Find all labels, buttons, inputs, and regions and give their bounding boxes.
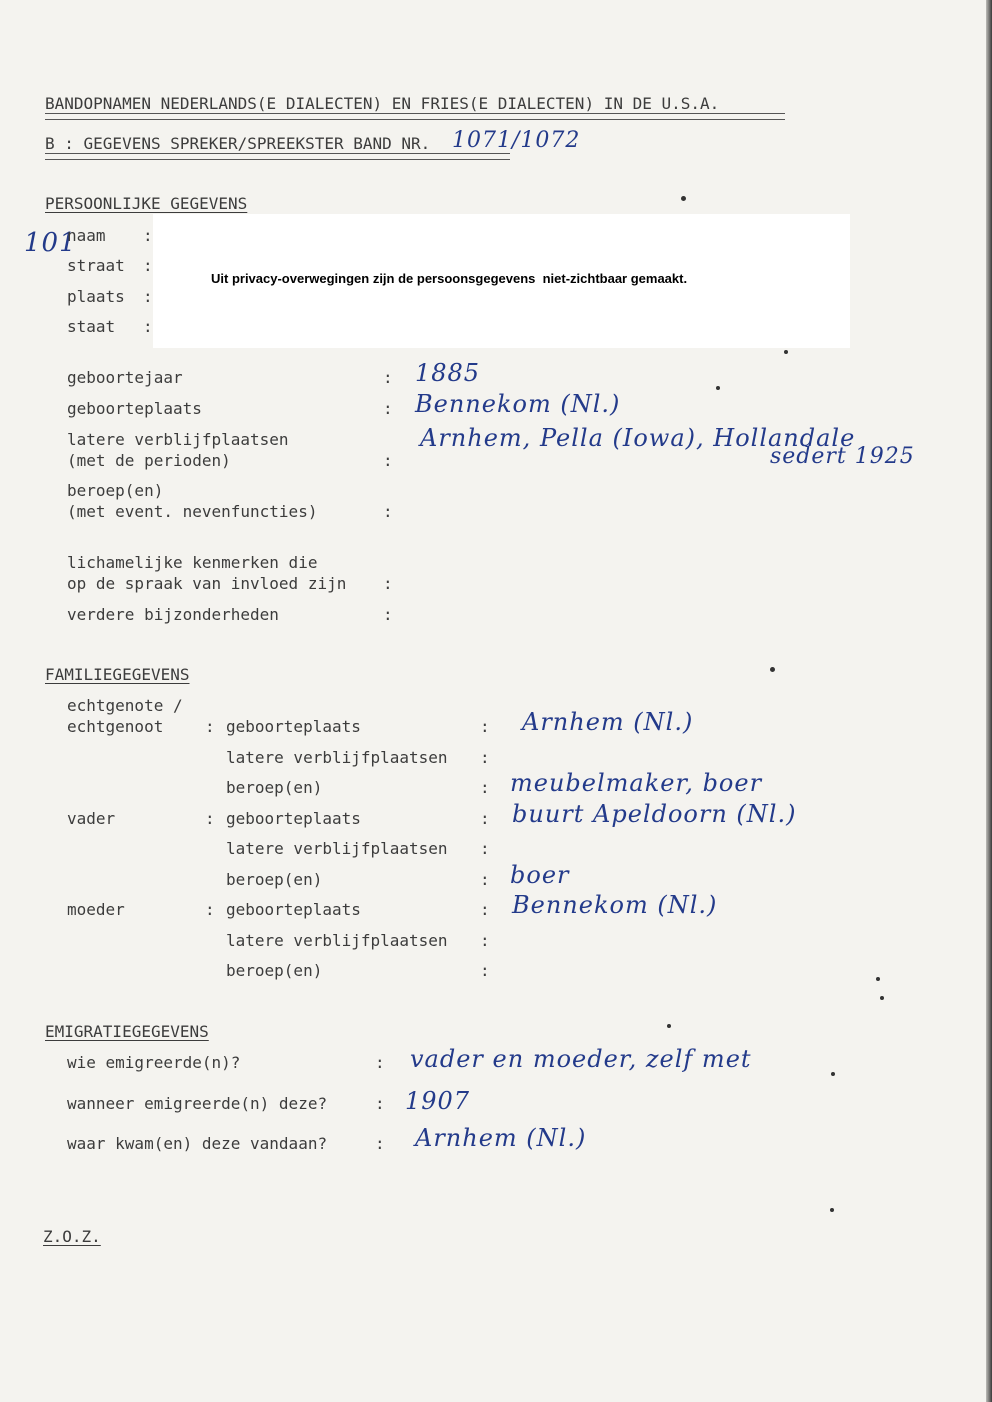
geboorteplaats-label: geboorteplaats: [67, 399, 202, 418]
moeder-geboorteplaats-label: geboorteplaats: [226, 900, 361, 919]
staat-colon: :: [143, 317, 153, 336]
vader-colon: :: [205, 809, 215, 828]
speck: [784, 350, 788, 354]
wie-colon: :: [375, 1053, 385, 1072]
moeder-beroep-label: beroep(en): [226, 961, 323, 980]
beroep-colon: :: [383, 502, 393, 521]
plaats-label: plaats: [67, 287, 125, 306]
speck: [830, 1208, 834, 1212]
speck: [667, 1024, 671, 1028]
vader-geboorteplaats-value: buurt Apeldoorn (Nl.): [512, 800, 797, 828]
document-title: BANDOPNAMEN NEDERLANDS(E DIALECTEN) EN FRIES(E DIALECTEN) IN DE U.S.A.: [45, 94, 720, 113]
echt-beroep-label: beroep(en): [226, 778, 323, 797]
speck: [876, 977, 880, 981]
wie-label: wie emigreerde(n)?: [67, 1053, 241, 1072]
vader-label: vader: [67, 809, 116, 828]
geboortejaar-label: geboortejaar: [67, 368, 183, 387]
moeder-colon: :: [205, 900, 215, 919]
zoz-footer: Z.O.Z.: [43, 1227, 101, 1246]
vader-latere-label: latere verblijfplaatsen: [226, 839, 448, 858]
verdere-label: verdere bijzonderheden: [67, 605, 279, 624]
waar-value: Arnhem (Nl.): [415, 1124, 587, 1152]
lich-colon: :: [383, 574, 393, 593]
vader-beroep-colon: :: [480, 870, 490, 889]
moeder-beroep-colon: :: [480, 961, 490, 980]
margin-note: 101: [24, 228, 77, 258]
privacy-notice: Uit privacy-overwegingen zijn de persoonsgegevens niet-zichtbaar gemaakt.: [211, 271, 688, 286]
plaats-colon: :: [143, 287, 153, 306]
echt-latere-colon: :: [480, 748, 490, 767]
vader-beroep-value: boer: [510, 861, 570, 889]
family-heading: FAMILIEGEGEVENS: [45, 665, 190, 684]
naam-label: naam: [67, 226, 106, 245]
moeder-latere-colon: :: [480, 931, 490, 950]
latere-value-2: sedert 1925: [770, 444, 915, 469]
page-edge-shadow: [986, 0, 992, 1402]
lich-label-1: lichamelijke kenmerken die: [67, 553, 318, 572]
subtitle-double-underline: [45, 153, 510, 160]
emigration-heading: EMIGRATIEGEGEVENS: [45, 1022, 209, 1041]
latere-colon: :: [383, 451, 393, 470]
wanneer-value: 1907: [405, 1087, 471, 1115]
wie-value: vader en moeder, zelf met: [410, 1045, 752, 1073]
waar-label: waar kwam(en) deze vandaan?: [67, 1134, 328, 1153]
vader-geboorteplaats-label: geboorteplaats: [226, 809, 361, 828]
speck: [831, 1072, 835, 1076]
speck: [716, 386, 720, 390]
staat-label: staat: [67, 317, 116, 336]
echt-colon: :: [205, 717, 215, 736]
moeder-latere-label: latere verblijfplaatsen: [226, 931, 448, 950]
vader-latere-colon: :: [480, 839, 490, 858]
waar-colon: :: [375, 1134, 385, 1153]
echtgenote-label-1: echtgenote /: [67, 696, 183, 715]
moeder-geboorteplaats-colon: :: [480, 900, 490, 919]
geboortejaar-colon: :: [383, 368, 393, 387]
echtgenote-label-2: echtgenoot: [67, 717, 164, 736]
echt-geboorteplaats-colon: :: [480, 717, 490, 736]
speck: [880, 996, 884, 1000]
vader-geboorteplaats-colon: :: [480, 809, 490, 828]
beroep-label-1: beroep(en): [67, 481, 164, 500]
wanneer-label: wanneer emigreerde(n) deze?: [67, 1094, 328, 1113]
geboortejaar-value: 1885: [415, 359, 481, 387]
wanneer-colon: :: [375, 1094, 385, 1113]
beroep-label-2: (met event. nevenfuncties): [67, 502, 318, 521]
vader-beroep-label: beroep(en): [226, 870, 323, 889]
band-nr-value: 1071/1072: [452, 128, 581, 153]
moeder-geboorteplaats-value: Bennekom (Nl.): [512, 891, 718, 919]
geboorteplaats-colon: :: [383, 399, 393, 418]
straat-label: straat: [67, 256, 125, 275]
privacy-mask: [153, 214, 850, 348]
echt-beroep-value: meubelmaker, boer: [510, 769, 763, 797]
personal-heading: PERSOONLIJKE GEGEVENS: [45, 194, 248, 213]
echt-geboorteplaats-value: Arnhem (Nl.): [522, 708, 694, 736]
naam-colon: :: [143, 226, 153, 245]
title-double-underline: [45, 113, 785, 120]
speck: [681, 196, 686, 201]
latere-label-2: (met de perioden): [67, 451, 231, 470]
verdere-colon: :: [383, 605, 393, 624]
geboorteplaats-value: Bennekom (Nl.): [415, 390, 621, 418]
echt-beroep-colon: :: [480, 778, 490, 797]
document-subtitle: B : GEGEVENS SPREKER/SPREEKSTER BAND NR.: [45, 134, 431, 153]
speck: [770, 667, 775, 672]
echt-geboorteplaats-label: geboorteplaats: [226, 717, 361, 736]
echt-latere-label: latere verblijfplaatsen: [226, 748, 448, 767]
moeder-label: moeder: [67, 900, 125, 919]
straat-colon: :: [143, 256, 153, 275]
lich-label-2: op de spraak van invloed zijn: [67, 574, 347, 593]
latere-label-1: latere verblijfplaatsen: [67, 430, 289, 449]
latere-value-1: Arnhem, Pella (Iowa), Hollandale: [420, 424, 856, 452]
